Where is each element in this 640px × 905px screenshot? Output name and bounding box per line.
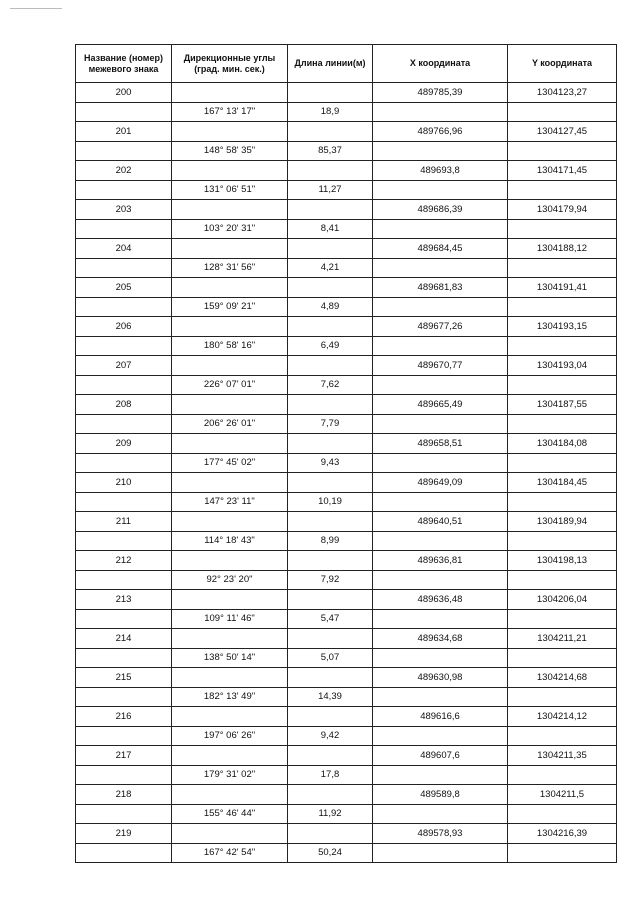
cell-x: 489589,8 <box>373 785 508 805</box>
table-row <box>76 804 617 824</box>
cell-angle <box>172 473 288 493</box>
cell-name: 212 <box>76 551 172 571</box>
cell-y: 1304214,12 <box>508 707 617 727</box>
cell-length <box>288 395 373 415</box>
cell-y: 1304211,5 <box>508 785 617 805</box>
cell-length <box>288 434 373 454</box>
cell-x: 489677,26 <box>373 317 508 337</box>
cell-angle <box>172 629 288 649</box>
cell-x <box>373 258 508 278</box>
cell-length <box>288 590 373 610</box>
cell-name <box>76 531 172 551</box>
cell-angle: 180° 58' 16" <box>172 336 288 356</box>
cell-x: 489693,8 <box>373 161 508 181</box>
table-row <box>76 122 617 142</box>
cell-name: 208 <box>76 395 172 415</box>
table-row <box>76 356 617 376</box>
cell-name <box>76 570 172 590</box>
cell-name: 209 <box>76 434 172 454</box>
cell-y <box>508 726 617 746</box>
cell-name <box>76 180 172 200</box>
cell-y: 1304193,04 <box>508 356 617 376</box>
cell-y <box>508 414 617 434</box>
table-row <box>76 180 617 200</box>
cell-length <box>288 551 373 571</box>
table-row <box>76 239 617 259</box>
cell-x <box>373 765 508 785</box>
cell-x: 489681,83 <box>373 278 508 298</box>
cell-length <box>288 785 373 805</box>
cell-angle: 167° 13' 17" <box>172 102 288 122</box>
table-row <box>76 687 617 707</box>
cell-y: 1304216,39 <box>508 824 617 844</box>
cell-angle: 92° 23' 20" <box>172 570 288 590</box>
cell-angle: 155° 46' 44" <box>172 804 288 824</box>
cell-angle: 197° 06' 26" <box>172 726 288 746</box>
cell-y <box>508 687 617 707</box>
cell-length: 7,62 <box>288 375 373 395</box>
cell-x <box>373 804 508 824</box>
cell-y <box>508 141 617 161</box>
cell-x: 489766,96 <box>373 122 508 142</box>
table-row <box>76 434 617 454</box>
cell-angle <box>172 746 288 766</box>
cell-x: 489640,51 <box>373 512 508 532</box>
cell-length: 17,8 <box>288 765 373 785</box>
cell-name <box>76 297 172 317</box>
cell-y <box>508 648 617 668</box>
table-row <box>76 648 617 668</box>
cell-length: 9,43 <box>288 453 373 473</box>
cell-name: 210 <box>76 473 172 493</box>
top-rule-line <box>10 8 62 9</box>
cell-y <box>508 375 617 395</box>
cell-name <box>76 609 172 629</box>
cell-x <box>373 102 508 122</box>
cell-angle: 138° 50' 14" <box>172 648 288 668</box>
cell-x <box>373 375 508 395</box>
cell-length: 9,42 <box>288 726 373 746</box>
cell-angle <box>172 356 288 376</box>
cell-x <box>373 219 508 239</box>
cell-name: 203 <box>76 200 172 220</box>
cell-name: 211 <box>76 512 172 532</box>
cell-angle <box>172 590 288 610</box>
cell-length <box>288 512 373 532</box>
table-row <box>76 609 617 629</box>
cell-y: 1304184,45 <box>508 473 617 493</box>
cell-x <box>373 297 508 317</box>
cell-name <box>76 414 172 434</box>
table-row <box>76 473 617 493</box>
cell-length <box>288 317 373 337</box>
cell-name: 205 <box>76 278 172 298</box>
table-row <box>76 551 617 571</box>
cell-length <box>288 473 373 493</box>
cell-y <box>508 492 617 512</box>
cell-angle: 179° 31' 02" <box>172 765 288 785</box>
cell-angle <box>172 785 288 805</box>
cell-x <box>373 414 508 434</box>
cell-x: 489607,6 <box>373 746 508 766</box>
cell-length <box>288 278 373 298</box>
table-row <box>76 278 617 298</box>
cell-length: 10,19 <box>288 492 373 512</box>
cell-angle <box>172 707 288 727</box>
cell-length: 8,41 <box>288 219 373 239</box>
table-row <box>76 746 617 766</box>
cell-y: 1304123,27 <box>508 83 617 103</box>
cell-angle <box>172 200 288 220</box>
cell-y <box>508 609 617 629</box>
cell-x: 489630,98 <box>373 668 508 688</box>
cell-x: 489636,48 <box>373 590 508 610</box>
table-row <box>76 570 617 590</box>
cell-x <box>373 180 508 200</box>
cell-name: 201 <box>76 122 172 142</box>
table-row <box>76 668 617 688</box>
cell-angle <box>172 512 288 532</box>
cell-x <box>373 336 508 356</box>
cell-length <box>288 746 373 766</box>
cell-length: 11,27 <box>288 180 373 200</box>
cell-x: 489649,09 <box>373 473 508 493</box>
cell-y: 1304179,94 <box>508 200 617 220</box>
table-row <box>76 219 617 239</box>
cell-x <box>373 141 508 161</box>
cell-y: 1304206,04 <box>508 590 617 610</box>
cell-name: 214 <box>76 629 172 649</box>
cell-name <box>76 648 172 668</box>
cell-angle: 167° 42' 54" <box>172 843 288 863</box>
cell-angle <box>172 278 288 298</box>
cell-angle: 226° 07' 01" <box>172 375 288 395</box>
table-row <box>76 492 617 512</box>
cell-length <box>288 161 373 181</box>
cell-angle: 147° 23' 11" <box>172 492 288 512</box>
cell-y <box>508 180 617 200</box>
cell-name <box>76 687 172 707</box>
cell-length <box>288 668 373 688</box>
cell-angle <box>172 122 288 142</box>
cell-name: 216 <box>76 707 172 727</box>
cell-length: 5,07 <box>288 648 373 668</box>
cell-name: 206 <box>76 317 172 337</box>
cell-y <box>508 258 617 278</box>
cell-angle: 182° 13' 49" <box>172 687 288 707</box>
cell-y: 1304198,13 <box>508 551 617 571</box>
cell-name <box>76 492 172 512</box>
cell-name <box>76 765 172 785</box>
cell-y: 1304211,35 <box>508 746 617 766</box>
cell-y <box>508 570 617 590</box>
cell-y <box>508 453 617 473</box>
cell-length: 8,99 <box>288 531 373 551</box>
cell-angle: 128° 31' 56" <box>172 258 288 278</box>
cell-x: 489670,77 <box>373 356 508 376</box>
cell-name: 218 <box>76 785 172 805</box>
cell-name: 204 <box>76 239 172 259</box>
cell-name: 213 <box>76 590 172 610</box>
cell-x <box>373 648 508 668</box>
cell-angle <box>172 824 288 844</box>
cell-length: 5,47 <box>288 609 373 629</box>
table-row <box>76 531 617 551</box>
cell-y <box>508 297 617 317</box>
cell-name: 202 <box>76 161 172 181</box>
table-row <box>76 414 617 434</box>
table-row <box>76 726 617 746</box>
cell-x: 489578,93 <box>373 824 508 844</box>
cell-name <box>76 219 172 239</box>
cell-name: 200 <box>76 83 172 103</box>
cell-length: 7,92 <box>288 570 373 590</box>
table-row <box>76 200 617 220</box>
cell-x <box>373 453 508 473</box>
cell-x <box>373 492 508 512</box>
cell-x: 489658,51 <box>373 434 508 454</box>
cell-name <box>76 843 172 863</box>
cell-y: 1304211,21 <box>508 629 617 649</box>
cell-y: 1304187,55 <box>508 395 617 415</box>
cell-name: 207 <box>76 356 172 376</box>
cell-name: 217 <box>76 746 172 766</box>
cell-length: 4,21 <box>288 258 373 278</box>
header-angle: Дирекционные углы (град. мин. сек.) <box>172 45 288 83</box>
table-row <box>76 824 617 844</box>
cell-name <box>76 141 172 161</box>
cell-angle: 159° 09' 21" <box>172 297 288 317</box>
cell-angle <box>172 434 288 454</box>
cell-y: 1304191,41 <box>508 278 617 298</box>
cell-name <box>76 726 172 746</box>
table-row <box>76 375 617 395</box>
table-row <box>76 843 617 863</box>
cell-angle: 148° 58' 35" <box>172 141 288 161</box>
table-row <box>76 83 617 103</box>
table-row <box>76 707 617 727</box>
cell-length: 18,9 <box>288 102 373 122</box>
table-header-row <box>76 45 617 83</box>
cell-angle: 131° 06' 51" <box>172 180 288 200</box>
cell-x <box>373 531 508 551</box>
cell-length <box>288 824 373 844</box>
table-row <box>76 317 617 337</box>
cell-length: 4,89 <box>288 297 373 317</box>
header-x: X координата <box>373 45 508 83</box>
cell-y: 1304171,45 <box>508 161 617 181</box>
cell-y <box>508 336 617 356</box>
cell-y <box>508 531 617 551</box>
cell-x <box>373 609 508 629</box>
cell-angle: 177° 45' 02" <box>172 453 288 473</box>
cell-angle <box>172 551 288 571</box>
cell-name <box>76 375 172 395</box>
table-row <box>76 629 617 649</box>
cell-angle <box>172 668 288 688</box>
cell-y: 1304193,15 <box>508 317 617 337</box>
cell-name <box>76 804 172 824</box>
cell-y <box>508 102 617 122</box>
cell-x: 489616,6 <box>373 707 508 727</box>
cell-angle <box>172 83 288 103</box>
table-row <box>76 258 617 278</box>
cell-angle: 109° 11' 46" <box>172 609 288 629</box>
cell-angle: 114° 18' 43" <box>172 531 288 551</box>
header-name: Название (номер) межевого знака <box>76 45 172 83</box>
cell-angle <box>172 395 288 415</box>
table-row <box>76 765 617 785</box>
table-row <box>76 141 617 161</box>
table-row <box>76 102 617 122</box>
cell-name <box>76 258 172 278</box>
cell-y: 1304189,94 <box>508 512 617 532</box>
coordinates-table <box>75 44 617 863</box>
table-row <box>76 297 617 317</box>
cell-x: 489665,49 <box>373 395 508 415</box>
cell-angle: 103° 20' 31" <box>172 219 288 239</box>
table-row <box>76 336 617 356</box>
cell-y <box>508 765 617 785</box>
cell-x: 489686,39 <box>373 200 508 220</box>
header-y: Y координата <box>508 45 617 83</box>
cell-x <box>373 570 508 590</box>
table-row <box>76 512 617 532</box>
cell-length <box>288 200 373 220</box>
table-row <box>76 590 617 610</box>
cell-x <box>373 726 508 746</box>
cell-length: 50,24 <box>288 843 373 863</box>
cell-x: 489785,39 <box>373 83 508 103</box>
cell-y: 1304214,68 <box>508 668 617 688</box>
table-body <box>76 83 617 863</box>
cell-angle <box>172 317 288 337</box>
header-length: Длина линии(м) <box>288 45 373 83</box>
cell-name <box>76 102 172 122</box>
cell-y: 1304127,45 <box>508 122 617 142</box>
cell-angle: 206° 26' 01" <box>172 414 288 434</box>
cell-y: 1304184,08 <box>508 434 617 454</box>
cell-length: 14,39 <box>288 687 373 707</box>
table-row <box>76 161 617 181</box>
table-row <box>76 453 617 473</box>
cell-length <box>288 356 373 376</box>
cell-y <box>508 843 617 863</box>
cell-length: 85,37 <box>288 141 373 161</box>
cell-x: 489634,68 <box>373 629 508 649</box>
cell-name <box>76 336 172 356</box>
cell-x <box>373 843 508 863</box>
cell-x <box>373 687 508 707</box>
cell-angle <box>172 161 288 181</box>
table-row <box>76 785 617 805</box>
cell-y <box>508 804 617 824</box>
cell-x: 489684,45 <box>373 239 508 259</box>
cell-length <box>288 629 373 649</box>
cell-name <box>76 453 172 473</box>
cell-length: 6,49 <box>288 336 373 356</box>
table-row <box>76 395 617 415</box>
cell-x: 489636,81 <box>373 551 508 571</box>
cell-length: 11,92 <box>288 804 373 824</box>
cell-length <box>288 239 373 259</box>
cell-angle <box>172 239 288 259</box>
cell-name: 219 <box>76 824 172 844</box>
cell-length <box>288 83 373 103</box>
cell-length <box>288 122 373 142</box>
cell-name: 215 <box>76 668 172 688</box>
cell-length: 7,79 <box>288 414 373 434</box>
cell-length <box>288 707 373 727</box>
cell-y <box>508 219 617 239</box>
cell-y: 1304188,12 <box>508 239 617 259</box>
